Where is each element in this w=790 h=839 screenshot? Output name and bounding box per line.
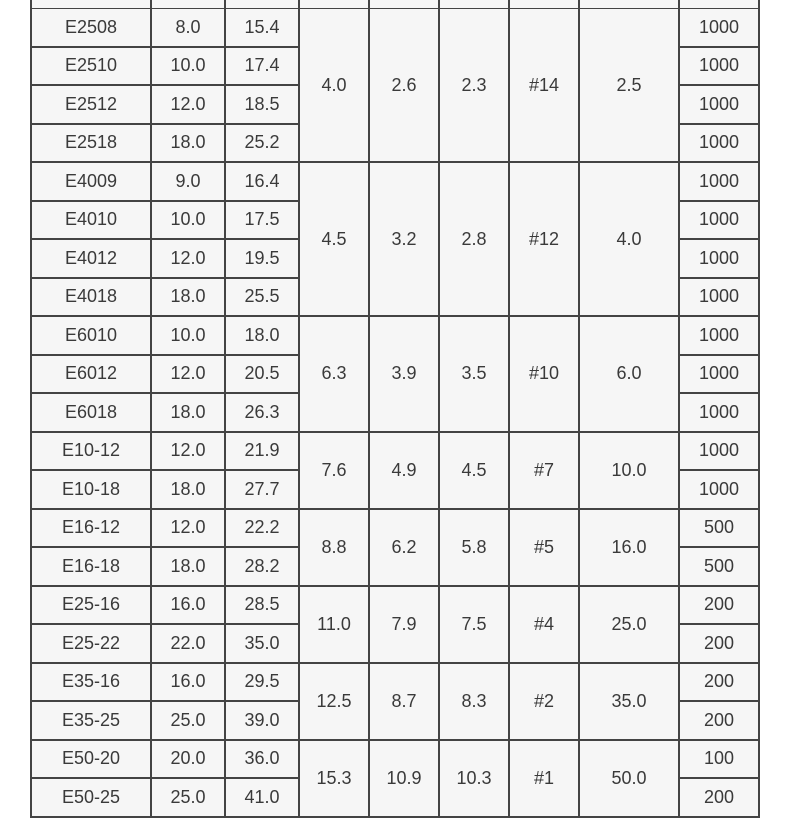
dimension-b-cell: 41.0: [226, 779, 300, 818]
dimension-b-cell: 17.5: [226, 202, 300, 241]
part-code-cell: E4010: [30, 202, 152, 241]
wire-section-cell: 16.0: [580, 510, 680, 587]
dimension-a-cell: 18.0: [152, 471, 226, 510]
dimension-a-cell: 20.0: [152, 741, 226, 780]
part-code-cell: E10-12: [30, 433, 152, 472]
part-code-cell: E16-12: [30, 510, 152, 549]
dimension-e-cell: 3.5: [440, 317, 510, 433]
awg-size-cell: #12: [510, 163, 580, 317]
dimension-e-cell: 8.3: [440, 664, 510, 741]
part-code-cell: E6010: [30, 317, 152, 356]
dimension-b-cell: 17.4: [226, 48, 300, 87]
part-code-cell: E50-25: [30, 779, 152, 818]
part-code-cell: E25-16: [30, 587, 152, 626]
awg-size-cell: #7: [510, 433, 580, 510]
dimension-a-cell: 12.0: [152, 86, 226, 125]
quantity-cell: 1000: [680, 125, 760, 164]
dimension-e-cell: 7.5: [440, 587, 510, 664]
quantity-cell: 200: [680, 587, 760, 626]
awg-size-cell: #4: [510, 587, 580, 664]
dimension-b-cell: 29.5: [226, 664, 300, 703]
part-code-cell: E6012: [30, 356, 152, 395]
part-code-cell: E2518: [30, 125, 152, 164]
quantity-cell: 1000: [680, 240, 760, 279]
quantity-cell: 1000: [680, 163, 760, 202]
dimension-b-cell: 28.5: [226, 587, 300, 626]
dimension-e-cell: 4.5: [440, 433, 510, 510]
part-code-cell: E10-18: [30, 471, 152, 510]
dimension-a-cell: 10.0: [152, 202, 226, 241]
dimension-b-cell: 26.3: [226, 394, 300, 433]
wire-section-cell: 50.0: [580, 741, 680, 818]
quantity-cell: 1000: [680, 356, 760, 395]
dimension-a-cell: 18.0: [152, 125, 226, 164]
dimension-b-cell: 19.5: [226, 240, 300, 279]
quantity-cell: 200: [680, 664, 760, 703]
dimension-b-cell: 22.2: [226, 510, 300, 549]
quantity-cell: 500: [680, 510, 760, 549]
dimension-b-cell: 15.4: [226, 9, 300, 48]
part-code-cell: E35-25: [30, 702, 152, 741]
wire-section-cell: 6.0: [580, 317, 680, 433]
wire-section-cell: 10.0: [580, 433, 680, 510]
dimension-d-cell: 4.9: [370, 433, 440, 510]
quantity-cell: 1000: [680, 394, 760, 433]
part-code-cell: E2508: [30, 9, 152, 48]
dimension-a-cell: 10.0: [152, 48, 226, 87]
dimension-c-cell: 4.0: [300, 9, 370, 163]
wire-section-cell: 4.0: [580, 163, 680, 317]
dimension-d-cell: 6.2: [370, 510, 440, 587]
part-code-cell: E6018: [30, 394, 152, 433]
part-code-cell: E2512: [30, 86, 152, 125]
dimension-d-cell: 10.9: [370, 741, 440, 818]
wire-section-cell: 25.0: [580, 587, 680, 664]
dimension-c-cell: 8.8: [300, 510, 370, 587]
dimension-b-cell: 25.5: [226, 279, 300, 318]
part-code-cell: E2510: [30, 48, 152, 87]
dimension-e-cell: 2.3: [440, 9, 510, 163]
part-code-cell: E35-16: [30, 664, 152, 703]
dimension-a-cell: 9.0: [152, 163, 226, 202]
wire-section-cell: 2.5: [580, 9, 680, 163]
wire-section-cell: 35.0: [580, 664, 680, 741]
dimension-b-cell: 20.5: [226, 356, 300, 395]
dimension-b-cell: 25.2: [226, 125, 300, 164]
dimension-c-cell: 4.5: [300, 163, 370, 317]
dimension-d-cell: 8.7: [370, 664, 440, 741]
dimension-b-cell: 27.7: [226, 471, 300, 510]
quantity-cell: 1000: [680, 202, 760, 241]
dimension-b-cell: 36.0: [226, 741, 300, 780]
awg-size-cell: #14: [510, 9, 580, 163]
dimension-c-cell: 6.3: [300, 317, 370, 433]
quantity-cell: 1000: [680, 86, 760, 125]
dimension-c-cell: 11.0: [300, 587, 370, 664]
dimension-c-cell: 7.6: [300, 433, 370, 510]
dimension-b-cell: 35.0: [226, 625, 300, 664]
part-code-cell: E4018: [30, 279, 152, 318]
dimension-a-cell: 8.0: [152, 9, 226, 48]
part-code-cell: E50-20: [30, 741, 152, 780]
awg-size-cell: #2: [510, 664, 580, 741]
dimension-a-cell: 16.0: [152, 587, 226, 626]
dimension-a-cell: 25.0: [152, 702, 226, 741]
part-code-cell: E4009: [30, 163, 152, 202]
dimension-e-cell: 2.8: [440, 163, 510, 317]
dimension-d-cell: 3.2: [370, 163, 440, 317]
quantity-cell: 200: [680, 625, 760, 664]
part-code-cell: E4012: [30, 240, 152, 279]
dimension-a-cell: 18.0: [152, 279, 226, 318]
dimension-b-cell: 39.0: [226, 702, 300, 741]
dimension-e-cell: 5.8: [440, 510, 510, 587]
dimension-c-cell: 12.5: [300, 664, 370, 741]
awg-size-cell: #1: [510, 741, 580, 818]
quantity-cell: 1000: [680, 433, 760, 472]
dimension-a-cell: 22.0: [152, 625, 226, 664]
dimension-b-cell: 18.5: [226, 86, 300, 125]
quantity-cell: 200: [680, 779, 760, 818]
dimension-e-cell: 10.3: [440, 741, 510, 818]
dimension-a-cell: 25.0: [152, 779, 226, 818]
dimension-a-cell: 12.0: [152, 433, 226, 472]
dimension-a-cell: 16.0: [152, 664, 226, 703]
dimension-d-cell: 2.6: [370, 9, 440, 163]
dimension-a-cell: 12.0: [152, 510, 226, 549]
dimension-d-cell: 3.9: [370, 317, 440, 433]
part-code-cell: E25-22: [30, 625, 152, 664]
dimension-d-cell: 7.9: [370, 587, 440, 664]
dimension-b-cell: 16.4: [226, 163, 300, 202]
quantity-cell: 1000: [680, 279, 760, 318]
quantity-cell: 200: [680, 702, 760, 741]
quantity-cell: 1000: [680, 471, 760, 510]
part-code-cell: E16-18: [30, 548, 152, 587]
quantity-cell: 1000: [680, 317, 760, 356]
dimension-b-cell: 28.2: [226, 548, 300, 587]
dimension-a-cell: 18.0: [152, 548, 226, 587]
quantity-cell: 500: [680, 548, 760, 587]
dimension-a-cell: 10.0: [152, 317, 226, 356]
quantity-cell: 1000: [680, 9, 760, 48]
awg-size-cell: #5: [510, 510, 580, 587]
quantity-cell: 1000: [680, 48, 760, 87]
awg-size-cell: #10: [510, 317, 580, 433]
quantity-cell: 100: [680, 741, 760, 780]
dimension-b-cell: 18.0: [226, 317, 300, 356]
dimension-a-cell: 18.0: [152, 394, 226, 433]
dimension-a-cell: 12.0: [152, 240, 226, 279]
dimension-c-cell: 15.3: [300, 741, 370, 818]
dimension-b-cell: 21.9: [226, 433, 300, 472]
dimension-a-cell: 12.0: [152, 356, 226, 395]
